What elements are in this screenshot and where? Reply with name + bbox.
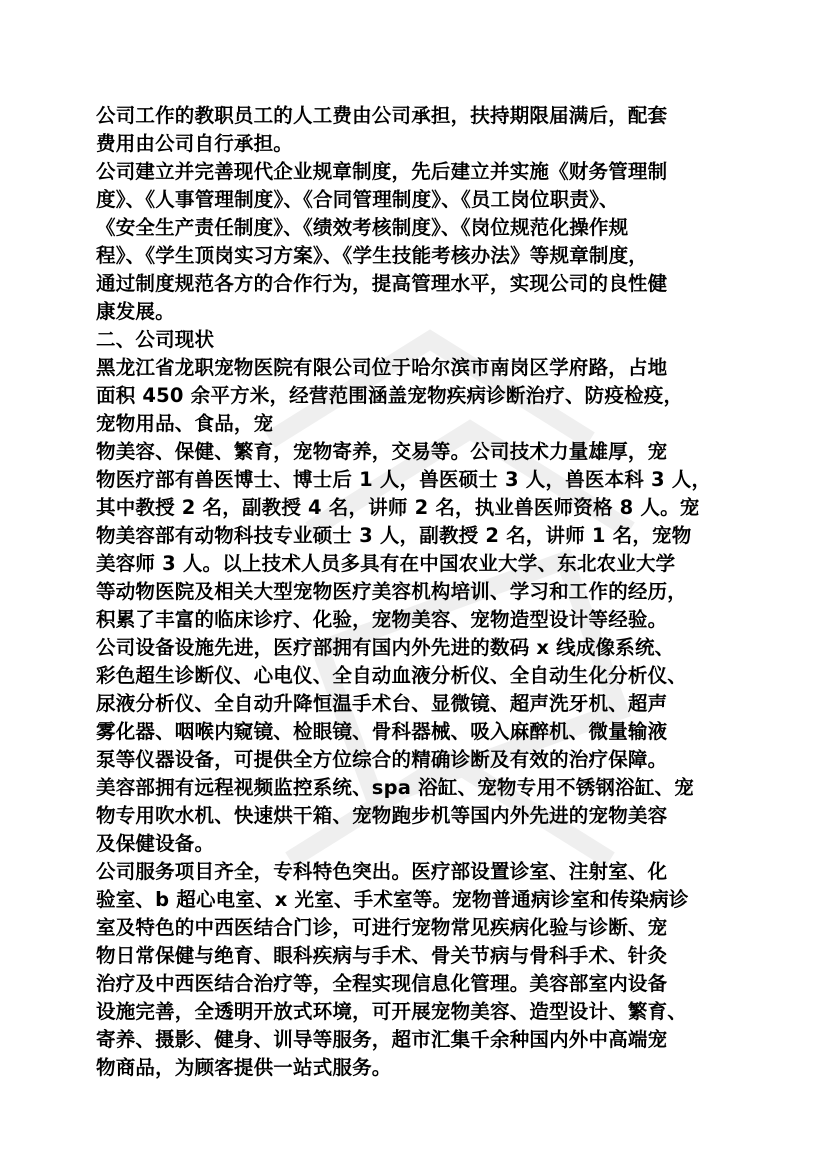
paragraph-line: 验室、b 超心电室、x 光室、手术室等。宠物普通病诊室和传染病诊 <box>96 888 689 911</box>
paragraph-line: 物医疗部有兽医博士、博士后 1 人，兽医硕士 3 人，兽医本科 3 人， <box>96 468 712 491</box>
paragraph-line: 公司设备设施先进，医疗部拥有国内外先进的数码 x 线成像系统、 <box>96 636 675 659</box>
paragraph-line: 宠物用品、食品，宠 <box>96 412 274 435</box>
paragraph-line: 积累了丰富的临床诊疗、化验，宠物美容、宠物造型设计等经验。 <box>96 608 668 631</box>
paragraph-line: 寄养、摄影、健身、训导等服务，超市汇集千余种国内外中高端宠 <box>96 1028 668 1051</box>
paragraph-line: 面积 450 余平方米，经营范围涵盖宠物疾病诊断治疗、防疫检疫， <box>96 384 684 407</box>
paragraph-line: 及保健设备。 <box>96 832 215 855</box>
paragraph-line: 康发展。 <box>96 300 175 323</box>
paragraph-line: 程》、《学生顶岗实习方案》、《学生技能考核办法》等规章制度， <box>96 244 649 267</box>
paragraph-line: 其中教授 2 名，副教授 4 名，讲师 2 名，执业兽医师资格 8 人。宠 <box>96 496 700 519</box>
paragraph-line: 通过制度规范各方的合作行为，提高管理水平，实现公司的良性健 <box>96 272 668 295</box>
paragraph-line: 物美容部有动物科技专业硕士 3 人，副教授 2 名，讲师 1 名，宠物 <box>96 524 692 547</box>
paragraph-line: 美容师 3 人。以上技术人员多具有在中国农业大学、东北农业大学 <box>96 552 676 575</box>
paragraph-line: 度》、《人事管理制度》、《合同管理制度》、《员工岗位职责》、 <box>96 188 619 211</box>
paragraph-line: 公司建立并完善现代企业规章制度，先后建立并实施《财务管理制 <box>96 160 668 183</box>
paragraph-line: 物商品，为顾客提供一站式服务。 <box>96 1056 392 1079</box>
paragraph-line: 公司服务项目齐全，专科特色突出。医疗部设置诊室、注射室、化 <box>96 860 668 883</box>
paragraph-line: 费用由公司自行承担。 <box>96 132 294 155</box>
paragraph-line: 尿液分析仪、全自动升降恒温手术台、显微镜、超声洗牙机、超声 <box>96 692 668 715</box>
paragraph-line: 室及特色的中西医结合门诊，可进行宠物常见疾病化验与诊断、宠 <box>96 916 668 939</box>
paragraph-line: 公司工作的教职员工的人工费由公司承担，扶持期限届满后，配套 <box>96 104 668 127</box>
paragraph-line: 雾化器、咽喉内窥镜、检眼镜、骨科器械、吸入麻醉机、微量输液 <box>96 720 668 743</box>
section-heading: 二、公司现状 <box>96 328 215 351</box>
paragraph-line: 物专用吹水机、快速烘干箱、宠物跑步机等国内外先进的宠物美容 <box>96 804 668 827</box>
paragraph-line: 美容部拥有远程视频监控系统、spa 浴缸、宠物专用不锈钢浴缸、宠 <box>96 776 694 799</box>
paragraph-line: 物美容、保健、繁育，宠物寄养，交易等。公司技术力量雄厚，宠 <box>96 440 668 463</box>
paragraph-line: 物日常保健与绝育、眼科疾病与手术、骨关节病与骨科手术、针灸 <box>96 944 668 967</box>
paragraph-line: 治疗及中西医结合治疗等，全程实现信息化管理。美容部室内设备 <box>96 972 668 995</box>
paragraph-line: 彩色超生诊断仪、心电仪、全自动血液分析仪、全自动生化分析仪、 <box>96 664 688 687</box>
paragraph-line: 等动物医院及相关大型宠物医疗美容机构培训、学习和工作的经历， <box>96 580 688 603</box>
paragraph-line: 黑龙江省龙职宠物医院有限公司位于哈尔滨市南岗区学府路，占地 <box>96 356 668 379</box>
paragraph-line: 泵等仪器设备，可提供全方位综合的精确诊断及有效的治疗保障。 <box>96 748 668 771</box>
paragraph-line: 《安全生产责任制度》、《绩效考核制度》、《岗位规范化操作规 <box>96 216 629 239</box>
paragraph-line: 设施完善，全透明开放式环境，可开展宠物美容、造型设计、繁育、 <box>96 1000 688 1023</box>
